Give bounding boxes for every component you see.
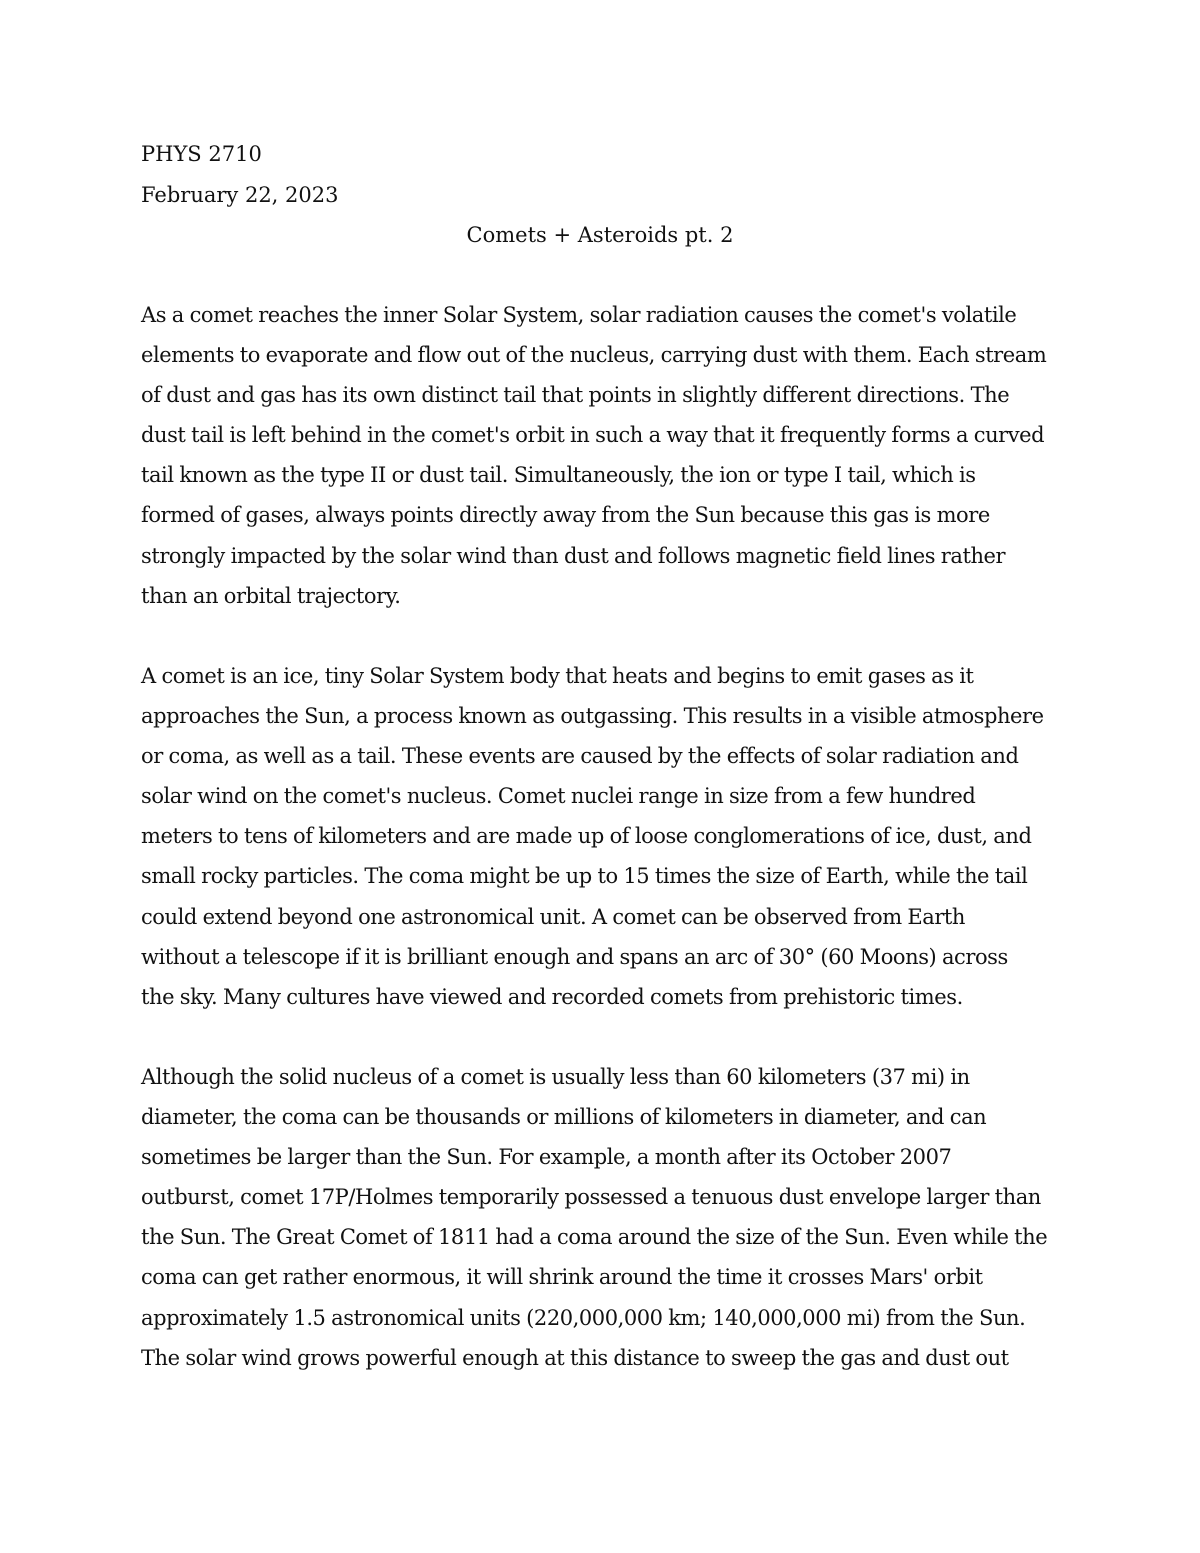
- course-code: PHYS 2710: [141, 142, 262, 166]
- paragraph-line: sometimes be larger than the Sun. For example, a month after its October 2007: [141, 1145, 952, 1170]
- document-date: February 22, 2023: [141, 183, 339, 207]
- paragraph-line: the Sun. The Great Comet of 1811 had a coma around the size of the Sun. Even while the: [141, 1225, 1048, 1250]
- paragraph-line: meters to tens of kilometers and are made up of loose conglomerations of ice, dust, and: [141, 824, 1032, 849]
- paragraph-2: [141, 656, 1071, 1017]
- paragraph-line: or coma, as well as a tail. These events are caused by the effects of solar radiation and: [141, 744, 1019, 769]
- paragraph-line: Although the solid nucleus of a comet is usually less than 60 kilometers (37 mi) in: [141, 1065, 970, 1089]
- paragraph-line: As a comet reaches the inner Solar System, solar radiation causes the comet's volatile: [141, 303, 1017, 327]
- paragraph-3: [141, 1057, 1071, 1378]
- paragraph-line: elements to evaporate and flow out of the nucleus, carrying dust with them. Each stream: [141, 343, 1047, 368]
- paragraph-line: coma can get rather enormous, it will shrink around the time it crosses Mars' orbit: [141, 1265, 983, 1290]
- paragraph-line: tail known as the type II or dust tail. Simultaneously, the ion or type I tail, which is: [141, 463, 976, 488]
- paragraph-line: of dust and gas has its own distinct tail that points in slightly different directions. The: [141, 383, 1010, 408]
- paragraph-line: approximately 1.5 astronomical units (220,000,000 km; 140,000,000 mi) from the Sun.: [141, 1305, 1026, 1330]
- paragraph-line: approaches the Sun, a process known as outgassing. This results in a visible atmosphere: [141, 704, 1044, 729]
- paragraph-line: the sky. Many cultures have viewed and recorded comets from prehistoric times.: [141, 984, 963, 1009]
- paragraph-line: than an orbital trajectory.: [141, 583, 401, 608]
- paragraph-line: small rocky particles. The coma might be up to 15 times the size of Earth, while the tail: [141, 864, 1028, 889]
- paragraph-line: diameter, the coma can be thousands or millions of kilometers in diameter, and can: [141, 1105, 987, 1130]
- paragraph-line: The solar wind grows powerful enough at this distance to sweep the gas and dust out: [141, 1345, 1009, 1370]
- paragraph-line: A comet is an ice, tiny Solar System body that heats and begins to emit gases as it: [141, 664, 974, 688]
- paragraph-line: solar wind on the comet's nucleus. Comet nuclei range in size from a few hundred: [141, 784, 976, 809]
- document-title: Comets + Asteroids pt. 2: [466, 223, 734, 247]
- paragraph-1: [141, 295, 1071, 616]
- paragraph-line: outburst, comet 17P/Holmes temporarily possessed a tenuous dust envelope larger than: [141, 1185, 1041, 1210]
- paragraph-line: without a telescope if it is brilliant enough and spans an arc of 30° (60 Moons) across: [141, 944, 1008, 969]
- paragraph-line: formed of gases, always points directly away from the Sun because this gas is more: [141, 503, 990, 528]
- paragraph-line: could extend beyond one astronomical unit. A comet can be observed from Earth: [141, 904, 965, 929]
- paragraph-line: strongly impacted by the solar wind than dust and follows magnetic field lines rather: [141, 543, 1006, 568]
- paragraph-line: dust tail is left behind in the comet's orbit in such a way that it frequently forms a curved: [141, 423, 1045, 448]
